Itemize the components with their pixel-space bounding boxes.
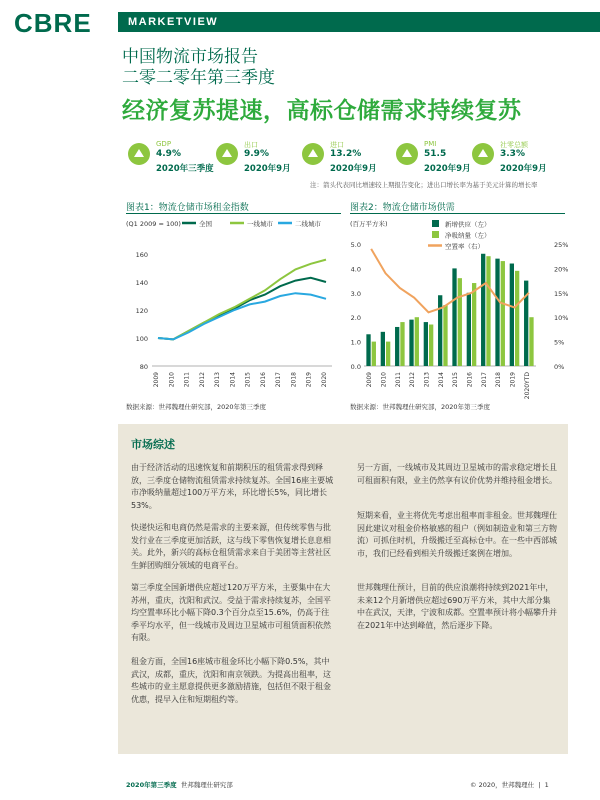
y-tick-label: 120: [135, 307, 148, 315]
chart2-source: 数据来源：世邦魏理仕研究部，2020年第三季度: [350, 403, 491, 411]
market-paragraph: 第三季度全国新增供应超过120万平方米，主要集中在大苏州，重庆，沈阳和武汉。受益于需求持续复苏，全国平均空置率环比小幅下降0.3个百分点至15.6%，仍高于往季平均水平，但一线城市及周边卫星城市可租赁面积依然有限。: [131, 583, 331, 642]
chart2-title: 图表2：物流仓储市场供需: [350, 203, 455, 213]
indicator-note: 注：箭头代表同比增速较上期报告变化；进出口增长率为基于美元计算的增长率: [310, 181, 538, 189]
cbre-logo: CBRE: [14, 8, 92, 38]
series-line-2: [158, 293, 326, 339]
bar-supply: [366, 334, 370, 366]
bar-absorption: [486, 256, 490, 366]
x-tick-label: 2011: [394, 372, 402, 388]
indicator-value: 3.3%: [500, 149, 525, 159]
x-tick-label: 2017: [480, 372, 488, 388]
report-period: 二零二零年第三季度: [122, 68, 275, 88]
x-tick-label: 2013: [214, 372, 222, 388]
y2-tick-label: 0%: [554, 363, 565, 371]
footer-left: [126, 780, 233, 789]
chart1-source: 数据来源：世邦魏理仕研究部，2020年第三季度: [126, 403, 267, 411]
market-paragraph: 快递快运和电商仍然是需求的主要来源，但传统零售与批发行业在三季度更加活跃，这与线下零售恢复增长息息相关。此外，新兴的高标仓租赁需求来自于美团等主营社区生鲜团购细分领域的电商平台。: [131, 523, 331, 570]
x-tick-label: 2016: [259, 372, 267, 388]
bar-supply: [381, 332, 385, 366]
indicator-value: 51.5: [424, 149, 447, 159]
chart1-title: 图表1：物流仓储市场租金指数: [126, 203, 249, 213]
vacancy-line: [371, 249, 529, 312]
indicator-label: 出口: [244, 141, 258, 149]
bar-absorption: [458, 278, 462, 366]
bar-absorption: [429, 325, 433, 366]
bar-supply: [438, 295, 442, 366]
indicator-label: 社零总额: [500, 141, 528, 149]
footer-right: © 2020，世邦魏理仕 | 1: [470, 781, 549, 789]
legend-label: 一线城市: [247, 220, 273, 228]
market-paragraph: 由于经济活动的迅速恢复和前期积压的租赁需求得到释放，三季度仓储物流租赁需求持续复苏。全国16座主要城市净吸纳量超过100万平方米，环比增长5%，同比增长53%。: [131, 463, 334, 510]
x-tick-label: 2015: [244, 372, 252, 388]
indicator-retail: [472, 140, 564, 176]
indicator-label: GDP: [156, 140, 172, 148]
up-arrow-icon: [216, 143, 238, 165]
legend-swatch: [432, 231, 439, 238]
up-arrow-icon: [302, 143, 324, 165]
x-tick-label: 2020YTD: [523, 372, 531, 400]
y2-tick-label: 15%: [554, 289, 568, 298]
x-tick-label: 2019: [509, 372, 517, 388]
up-arrow-icon: [396, 143, 418, 165]
y-tick-label: 2.0: [350, 314, 361, 323]
market-paragraph: 短期来看，业主将优先考虑出租率而非租金。世邦魏理仕因此建议对租金价格敏感的租户（例如制造业和第三方物流）可抓住时机，升级搬迁至高标仓中。在一些中西部城市，我们已经看到相关升级搬迁案例在增加。: [357, 511, 557, 558]
indicator-date: 2020年9月: [330, 164, 377, 174]
x-tick-label: 2013: [423, 372, 431, 388]
bar-absorption: [372, 342, 376, 366]
y2-tick-label: 10%: [554, 314, 568, 323]
legend-swatch: [432, 220, 439, 227]
bar-supply: [452, 268, 456, 366]
chart1-rent-index: [122, 214, 344, 400]
indicator-date: 2020年9月: [424, 164, 471, 174]
y-tick-label: 80: [139, 363, 148, 371]
up-arrow-icon: [472, 143, 494, 165]
series-line-1: [158, 260, 326, 340]
legend-label: 全国: [199, 220, 212, 228]
bar-absorption: [529, 317, 533, 366]
chart2-supply-demand: [346, 214, 568, 400]
legend-label: 空置率（右）: [445, 242, 484, 251]
legend-label: 净吸纳量（左）: [445, 231, 491, 240]
bar-supply: [495, 259, 499, 366]
bar-absorption: [400, 322, 404, 366]
y-tick-label: 140: [135, 279, 148, 287]
bar-supply: [395, 327, 399, 366]
y2-tick-label: 25%: [554, 241, 568, 249]
indicator-date: 2020年9月: [500, 164, 547, 174]
indicator-import: [302, 140, 394, 176]
x-tick-label: 2012: [409, 372, 417, 388]
bar-absorption: [386, 342, 390, 366]
indicator-label: PMI: [424, 140, 437, 148]
x-tick-label: 2017: [275, 372, 283, 388]
x-tick-label: 2010: [168, 372, 176, 388]
y-axis-label: (百万平方米): [350, 220, 388, 228]
market-paragraph: 世邦魏理仕预计，目前的供应浪潮将持续到2021年中，未来12个月新增供应超过690万平方米，其中大部分集中在武汉，天津，宁波和成都。空置率预计将小幅攀升并在2021年中达到峰值，然后逐步下降。: [357, 583, 557, 630]
y2-tick-label: 5%: [554, 338, 565, 347]
bar-absorption: [443, 305, 447, 366]
indicator-date: 2020年9月: [244, 164, 291, 174]
x-tick-label: 2009: [366, 372, 374, 388]
x-tick-label: 2015: [452, 372, 460, 388]
x-tick-label: 2018: [495, 372, 503, 388]
legend-label: 二线城市: [295, 220, 321, 228]
y-tick-label: 100: [135, 335, 148, 343]
y-tick-label: 1.0: [350, 338, 361, 347]
indicator-gdp: [128, 140, 220, 176]
report-title: 中国物流市场报告: [122, 47, 258, 67]
bar-absorption: [501, 261, 505, 366]
indicator-date: 2020年三季度: [156, 164, 214, 174]
bar-absorption: [415, 317, 419, 366]
bar-supply: [481, 254, 485, 366]
footer-copyright: © 2020，世邦魏理仕: [470, 781, 535, 789]
x-tick-label: 2009: [153, 372, 160, 388]
indicator-value: 9.9%: [244, 149, 269, 159]
market-overview-title: 市场综述: [131, 438, 175, 451]
x-tick-label: 2016: [466, 372, 474, 388]
indicator-value: 13.2%: [330, 149, 362, 159]
bar-supply: [467, 293, 471, 366]
indicator-export: [216, 140, 308, 176]
up-arrow-icon: [128, 143, 150, 165]
footer-period: 2020年第三季度: [126, 781, 177, 789]
x-tick-label: 2018: [290, 372, 298, 388]
x-tick-label: 2014: [229, 372, 237, 388]
indicator-label: 进口: [330, 141, 344, 149]
bar-absorption: [472, 283, 476, 366]
y-tick-label: 4.0: [350, 265, 361, 274]
x-tick-label: 2014: [437, 372, 445, 388]
y-tick-label: 5.0: [350, 241, 361, 249]
y-axis-label: (Q1 2009 = 100): [126, 220, 181, 228]
x-tick-label: 2011: [183, 372, 191, 388]
bar-supply: [409, 320, 413, 366]
x-tick-label: 2010: [380, 372, 388, 388]
y-tick-label: 160: [135, 251, 148, 259]
y2-tick-label: 20%: [554, 265, 568, 274]
y-tick-label: 3.0: [350, 289, 361, 298]
footer-dept: 世邦魏理仕研究部: [180, 781, 233, 789]
y-tick-label: 0.0: [350, 363, 361, 371]
market-paragraph: 租金方面，全国16座城市租金环比小幅下降0.5%，其中武汉，成都，重庆，沈阳和南京领跌。为提高出租率，这些城市的业主愿意提供更多激励措施，包括但不限于租金优惠，提早入住和短期租约等。: [131, 657, 331, 704]
bar-supply: [510, 264, 514, 366]
legend-label: 新增供应（左）: [445, 220, 491, 229]
marketview-banner: MARKETVIEW: [118, 12, 600, 32]
x-tick-label: 2012: [198, 372, 206, 388]
x-tick-label: 2020: [321, 372, 328, 388]
headline: 经济复苏提速，高标仓储需求持续复苏: [122, 98, 522, 124]
page-number: 1: [544, 781, 549, 789]
x-tick-label: 2019: [305, 372, 313, 388]
bar-supply: [424, 322, 428, 366]
series-line-0: [158, 278, 326, 340]
market-paragraph: 另一方面，一线城市及其周边卫星城市的需求稳定增长且可租面积有限，业主仍然享有议价优势并维持租金增长。: [357, 463, 557, 485]
indicator-value: 4.9%: [156, 149, 181, 159]
bar-absorption: [515, 271, 519, 366]
